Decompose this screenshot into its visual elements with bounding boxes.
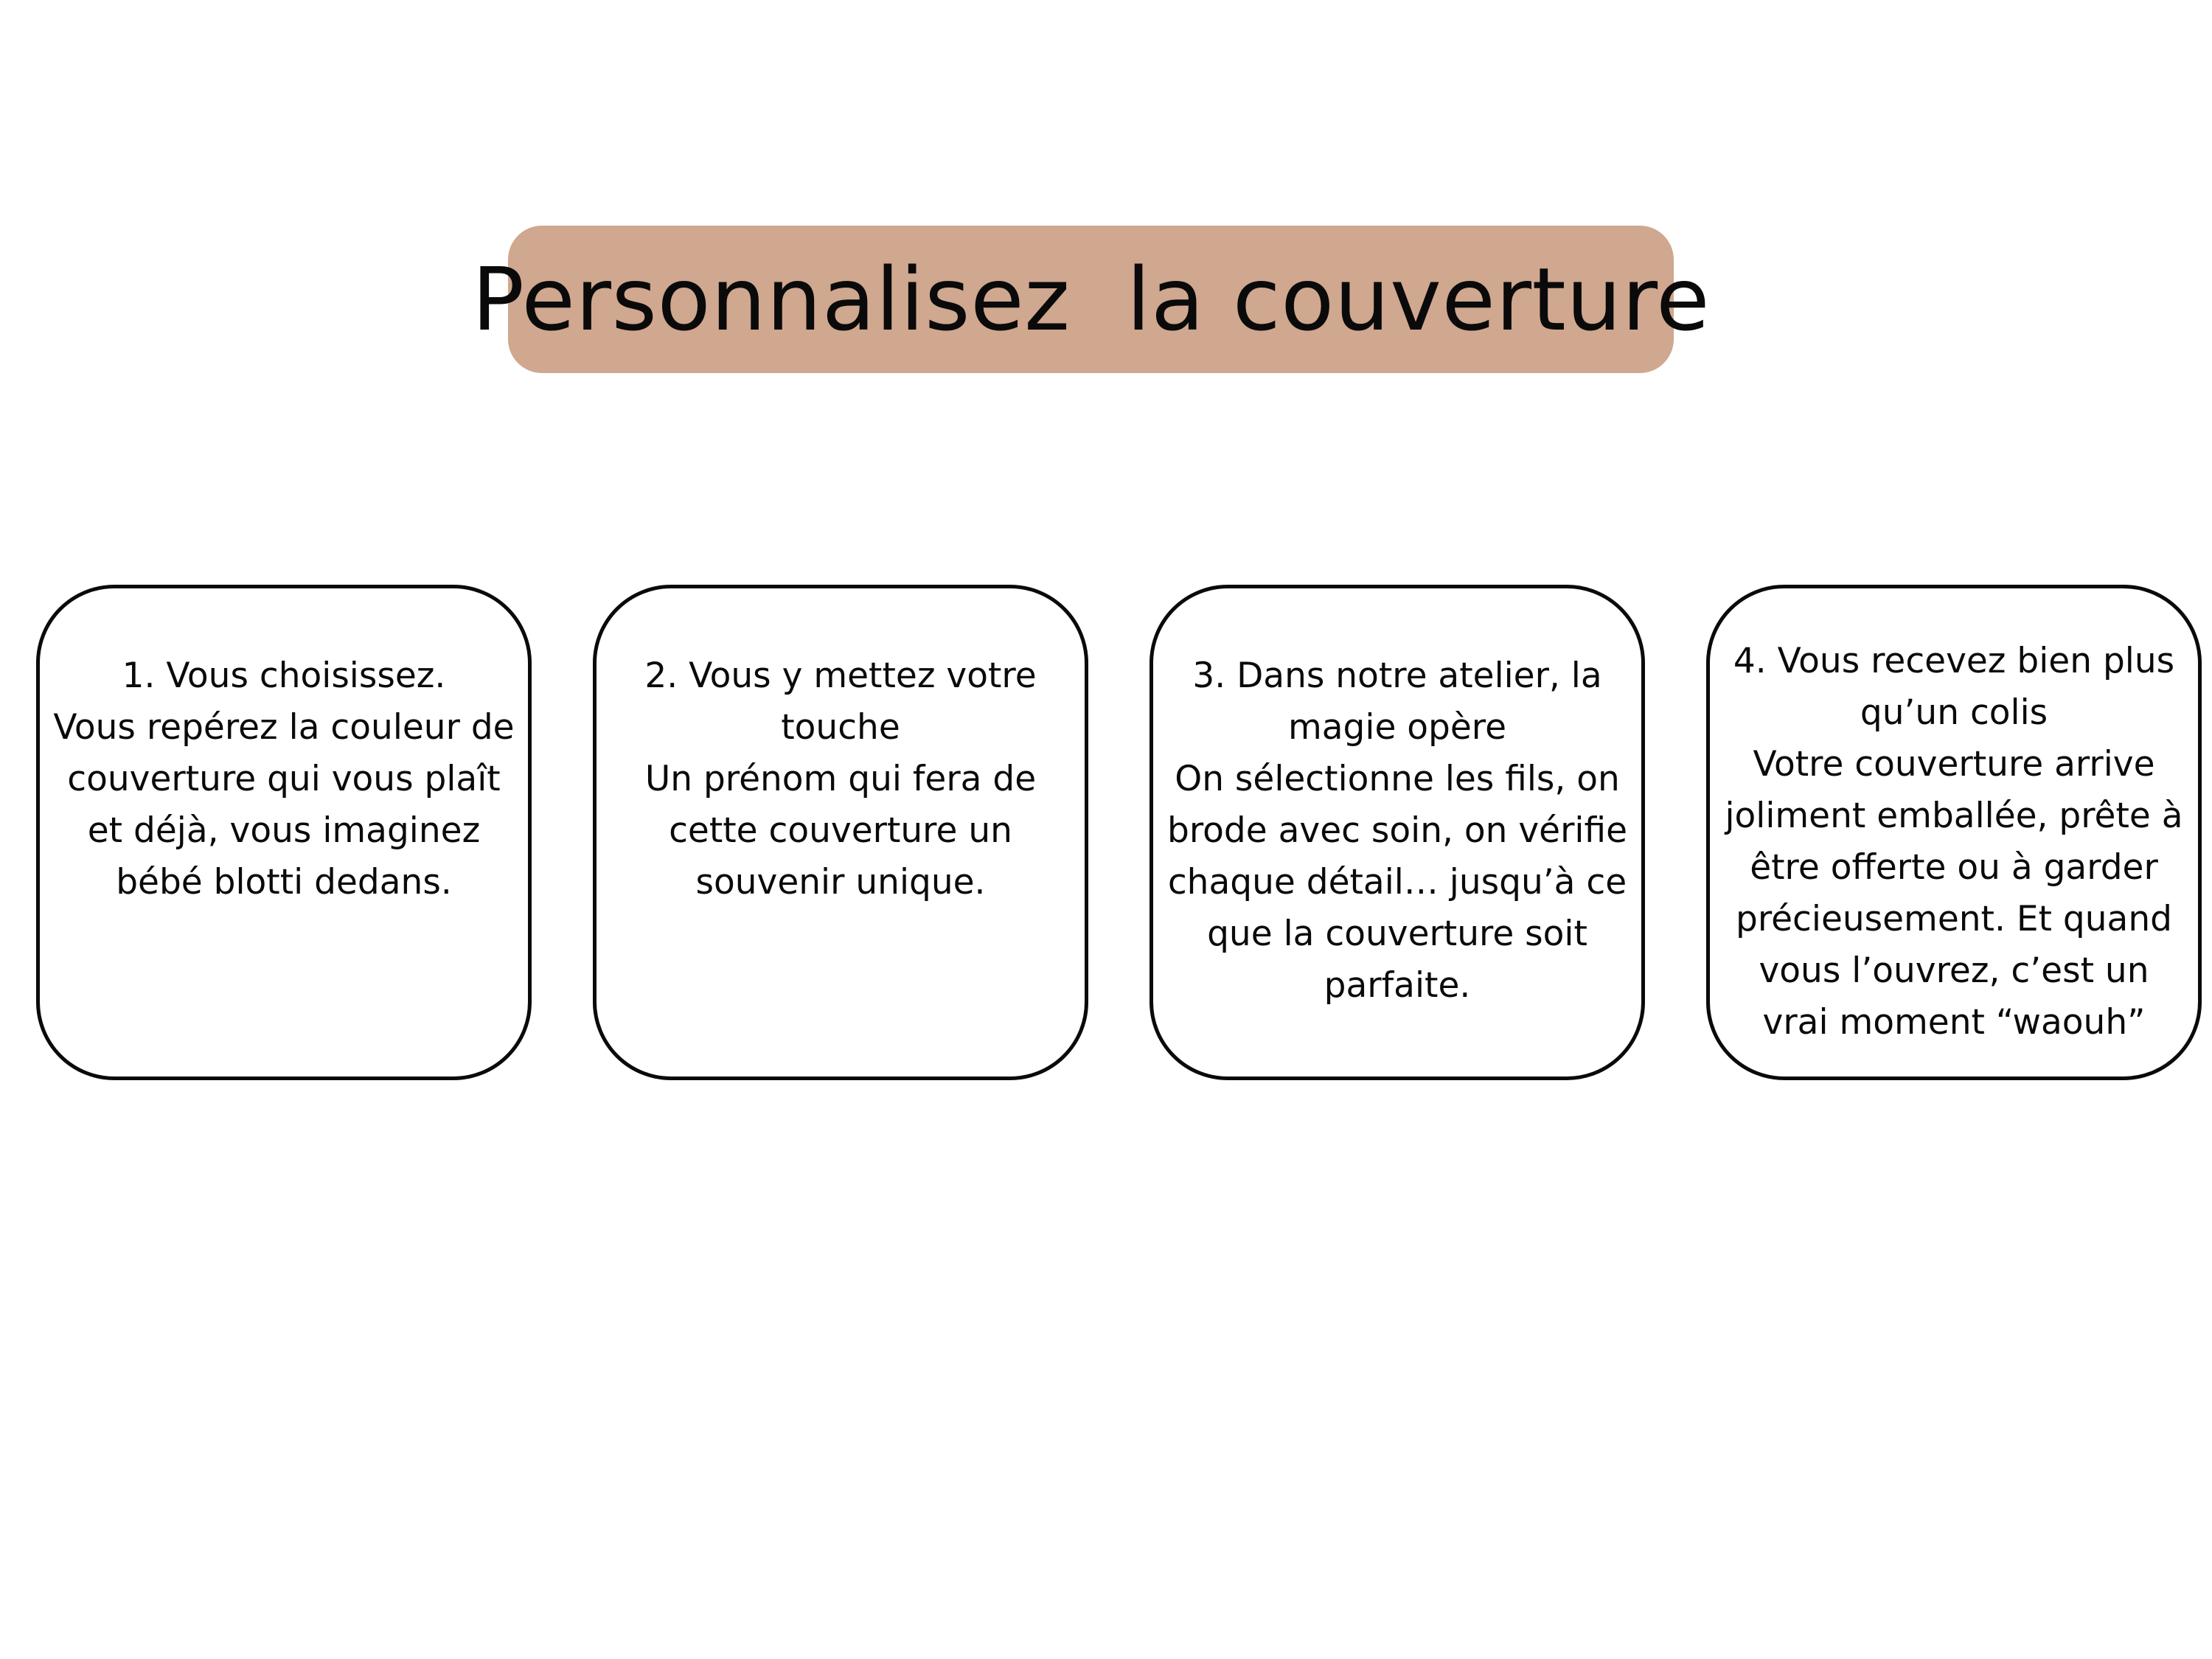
step-card-2 [593, 585, 1088, 1080]
step-1-text: 1. Vous choisissez. Vous repérez la couleur de couverture qui vous plaît et déjà, vous imaginez bébé blotti dedans. [53, 655, 515, 902]
step-card-3 [1150, 585, 1645, 1080]
step-card-1 [36, 585, 532, 1080]
page-title-banner [471, 226, 1711, 373]
step-3-text: 3. Dans notre atelier, la magie opère On sélectionne les fils, on brode avec soin, on vérifie chaque détail… jusqu’à ce que la couverture soit parfaite. [1167, 655, 1627, 1006]
step-4-text: 4. Vous recevez bien plus qu’un colis Votre couverture arrive joliment emballée, prête à être offerte ou à garder précieusement. Et quand vous l’ouvrez, c’est un vrai moment “waouh” [1725, 641, 2183, 1043]
step-card-4 [1706, 585, 2202, 1080]
page-title: Personnalisez la couverture [471, 248, 1711, 350]
step-2-text: 2. Vous y mettez votre touche Un prénom qui fera de cette couverture un souvenir unique. [644, 655, 1037, 902]
